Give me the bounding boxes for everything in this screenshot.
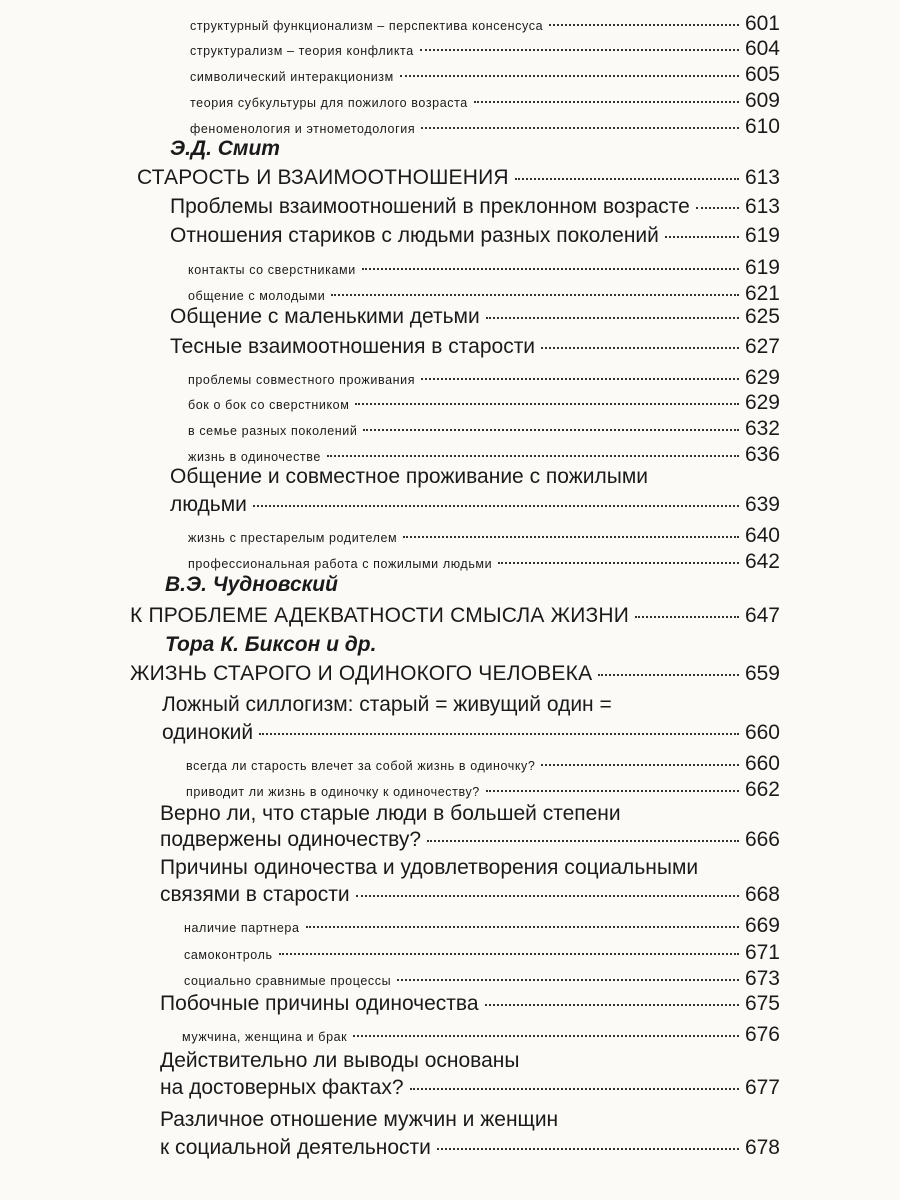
dot-leader xyxy=(485,1004,739,1006)
entry-title-line: Верно ли, что старые люди в большей степени xyxy=(160,802,621,825)
toc-entry xyxy=(190,63,780,87)
dot-leader xyxy=(410,1088,739,1090)
toc-entry xyxy=(188,443,780,467)
entry-title: людьми xyxy=(170,493,247,516)
entry-title-line: Причины одиночества и удовлетворения социальными xyxy=(160,856,699,879)
entry-title-line: Ложный силлогизм: старый = живущий один = xyxy=(162,693,612,716)
entry-page: 639 xyxy=(744,493,780,516)
dot-leader xyxy=(421,127,739,129)
toc-entry xyxy=(160,828,780,852)
toc-entry xyxy=(160,1076,780,1100)
toc-entry xyxy=(160,1136,780,1160)
toc-entry xyxy=(130,662,780,686)
toc-entry xyxy=(162,721,780,745)
dot-leader xyxy=(635,616,739,618)
entry-page: 605 xyxy=(744,63,780,86)
entry-page: 673 xyxy=(744,967,780,990)
dot-leader xyxy=(403,536,739,538)
toc-entry xyxy=(182,1023,780,1047)
dot-leader xyxy=(355,403,739,405)
dot-leader xyxy=(420,49,739,51)
dot-leader xyxy=(353,1035,739,1037)
entry-title: связями в старости xyxy=(160,883,350,906)
toc-entry xyxy=(190,37,780,61)
toc-entry xyxy=(188,282,780,306)
entry-title: в семье разных поколений xyxy=(188,424,358,438)
entry-page: 619 xyxy=(744,256,780,279)
entry-page: 632 xyxy=(744,417,780,440)
entry-page: 676 xyxy=(744,1023,780,1046)
entry-page: 625 xyxy=(744,305,780,328)
entry-page: 629 xyxy=(744,391,780,414)
entry-title: приводит ли жизнь в одиночку к одиночеству? xyxy=(186,785,480,799)
entry-page: 675 xyxy=(744,992,780,1015)
entry-title: к социальной деятельности xyxy=(160,1136,431,1159)
entry-title: жизнь с престарелым родителем xyxy=(188,531,398,545)
dot-leader xyxy=(549,24,739,26)
toc-entry xyxy=(137,166,780,190)
toc-entry xyxy=(170,335,780,359)
entry-page: 678 xyxy=(744,1136,780,1159)
dot-leader xyxy=(541,347,739,349)
dot-leader xyxy=(363,429,738,431)
dot-leader xyxy=(306,926,739,928)
dot-leader xyxy=(498,562,739,564)
toc-entry xyxy=(190,12,780,36)
toc-entry xyxy=(188,366,780,390)
dot-leader xyxy=(397,979,739,981)
dot-leader xyxy=(696,207,739,209)
dot-leader xyxy=(253,505,739,507)
dot-leader xyxy=(437,1148,739,1150)
entry-page: 660 xyxy=(744,721,780,744)
toc-entry xyxy=(184,914,780,938)
entry-title: Проблемы взаимоотношений в преклонном возрасте xyxy=(170,195,690,218)
entry-page: 609 xyxy=(744,89,780,112)
entry-title: феноменология и этнометодология xyxy=(190,122,416,136)
entry-title: Тесные взаимоотношения в старости xyxy=(170,335,536,358)
toc-entry xyxy=(170,305,780,329)
entry-title-line: Различное отношение мужчин и женщин xyxy=(160,1108,559,1131)
dot-leader xyxy=(541,764,739,766)
entry-page: 601 xyxy=(744,12,780,35)
entry-page: 647 xyxy=(744,604,780,627)
entry-title: мужчина, женщина и брак xyxy=(182,1030,348,1044)
entry-title: Отношения стариков с людьми разных поколений xyxy=(170,224,659,247)
dot-leader xyxy=(362,268,739,270)
entry-title: символический интеракционизм xyxy=(190,70,394,84)
entry-title: жизнь в одиночестве xyxy=(188,450,321,464)
dot-leader xyxy=(515,178,739,180)
entry-title: самоконтроль xyxy=(184,948,273,962)
toc-entry xyxy=(188,256,780,280)
entry-title: контакты со сверстниками xyxy=(188,263,356,277)
entry-title-line: Общение и совместное проживание с пожилыми xyxy=(170,465,649,488)
entry-page: 613 xyxy=(744,195,780,218)
entry-page: 613 xyxy=(744,166,780,189)
entry-title: всегда ли старость влечет за собой жизнь в одиночку? xyxy=(186,759,536,773)
toc-entry xyxy=(186,778,780,802)
dot-leader xyxy=(421,378,739,380)
entry-page: 627 xyxy=(744,335,780,358)
toc-entry xyxy=(188,550,780,574)
entry-title: Общение с маленькими детьми xyxy=(170,305,480,328)
dot-leader xyxy=(474,101,739,103)
toc-entry xyxy=(188,417,780,441)
entry-title: теория субкультуры для пожилого возраста xyxy=(190,96,468,110)
toc-entry xyxy=(160,883,780,907)
entry-title: бок о бок со сверстником xyxy=(188,398,350,412)
entry-page: 629 xyxy=(744,366,780,389)
entry-title: общение с молодыми xyxy=(188,289,326,303)
dot-leader xyxy=(327,455,739,457)
entry-page: 666 xyxy=(744,828,780,851)
entry-page: 660 xyxy=(744,752,780,775)
entry-title: одинокий xyxy=(162,721,254,744)
toc-entry xyxy=(188,524,780,548)
toc-entry xyxy=(130,604,780,628)
entry-title: Побочные причины одиночества xyxy=(160,992,479,1015)
toc-entry xyxy=(188,391,780,415)
toc-entry xyxy=(170,195,780,219)
dot-leader xyxy=(427,840,739,842)
author-name: В.Э. Чудновский xyxy=(165,573,338,596)
dot-leader xyxy=(356,895,739,897)
entry-page: 659 xyxy=(744,662,780,685)
entry-page: 669 xyxy=(744,914,780,937)
entry-title-line: Действительно ли выводы основаны xyxy=(160,1049,520,1072)
entry-title: структурализм – теория конфликта xyxy=(190,44,414,58)
entry-page: 642 xyxy=(744,550,780,573)
toc-entry xyxy=(170,224,780,248)
dot-leader xyxy=(486,317,739,319)
dot-leader xyxy=(486,790,739,792)
entry-title: К ПРОБЛЕМЕ АДЕКВАТНОСТИ СМЫСЛА ЖИЗНИ xyxy=(130,604,630,627)
entry-title: ЖИЗНЬ СТАРОГО И ОДИНОКОГО ЧЕЛОВЕКА xyxy=(130,662,593,685)
toc-entry xyxy=(170,493,780,517)
toc-entry xyxy=(190,89,780,113)
entry-page: 668 xyxy=(744,883,780,906)
toc-entry xyxy=(184,941,780,965)
entry-page: 621 xyxy=(744,282,780,305)
entry-page: 640 xyxy=(744,524,780,547)
toc-entry xyxy=(160,992,780,1016)
entry-title: СТАРОСТЬ И ВЗАИМООТНОШЕНИЯ xyxy=(137,166,509,189)
entry-page: 619 xyxy=(744,224,780,247)
dot-leader xyxy=(331,294,739,296)
entry-title: проблемы совместного проживания xyxy=(188,373,416,387)
dot-leader xyxy=(598,674,739,676)
entry-page: 610 xyxy=(744,115,780,138)
dot-leader xyxy=(400,75,739,77)
toc-entry xyxy=(190,115,780,139)
entry-title: профессиональная работа с пожилыми людьми xyxy=(188,557,493,571)
entry-page: 662 xyxy=(744,778,780,801)
toc-entry xyxy=(186,752,780,776)
dot-leader xyxy=(279,953,739,955)
dot-leader xyxy=(665,236,739,238)
dot-leader xyxy=(259,733,739,735)
author-name: Тора К. Биксон и др. xyxy=(165,633,377,656)
entry-page: 636 xyxy=(744,443,780,466)
entry-title: наличие партнера xyxy=(184,921,300,935)
entry-title: социально сравнимые процессы xyxy=(184,974,392,988)
entry-title: структурный функционализм – перспектива консенсуса xyxy=(190,19,544,33)
entry-page: 604 xyxy=(744,37,780,60)
entry-page: 671 xyxy=(744,941,780,964)
entry-page: 677 xyxy=(744,1076,780,1099)
entry-title: подвержены одиночеству? xyxy=(160,828,422,851)
author-name: Э.Д. Смит xyxy=(170,137,280,160)
entry-title: на достоверных фактах? xyxy=(160,1076,404,1099)
toc-entry xyxy=(184,967,780,991)
